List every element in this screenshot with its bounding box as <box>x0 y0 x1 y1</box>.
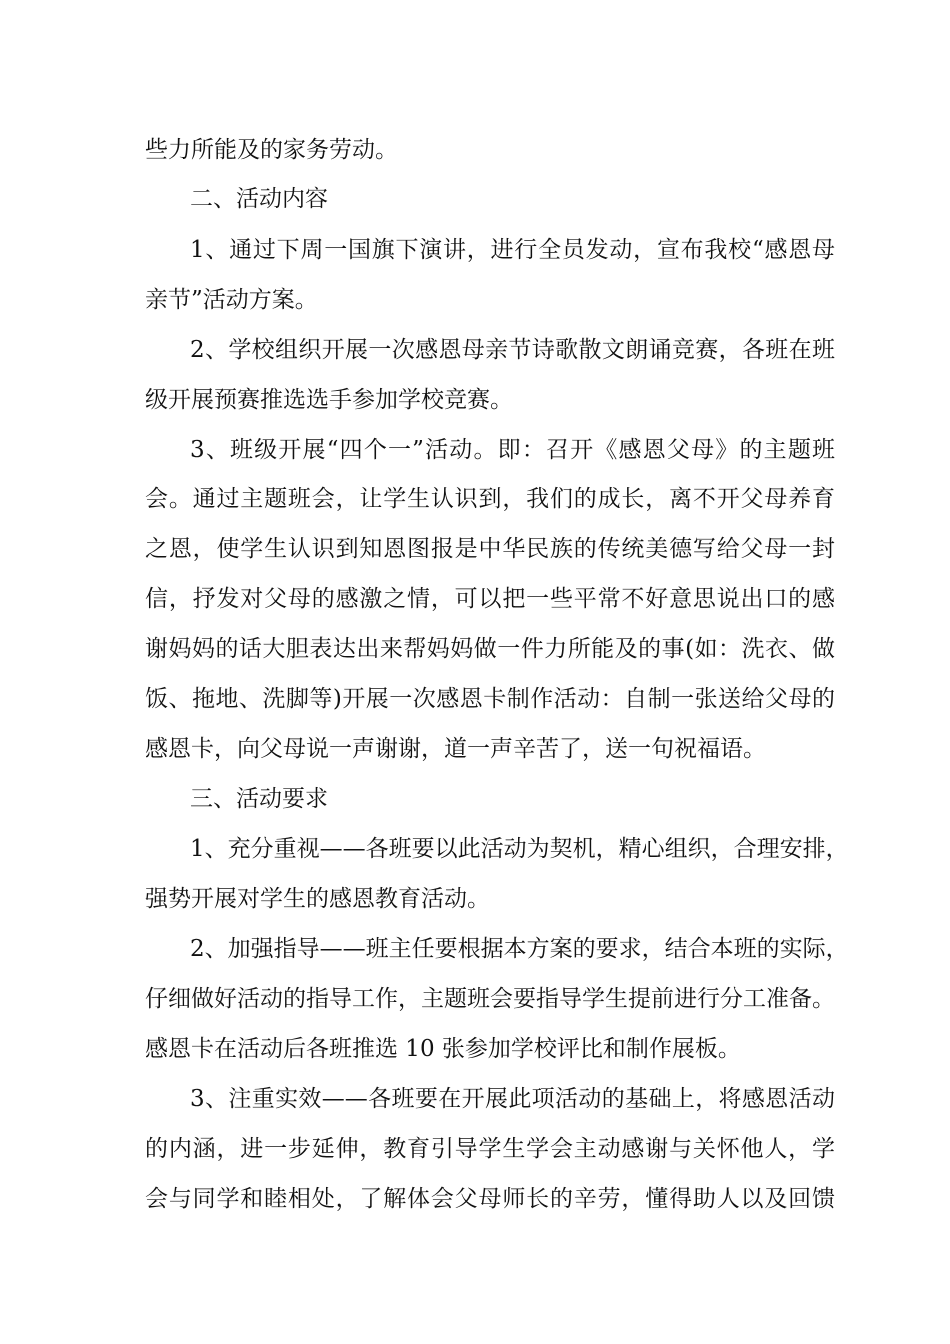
text-line: 1、通过下周一国旗下演讲，进行全员发动，宣布我校“感恩母 <box>190 237 835 263</box>
text-line: 会与同学和睦相处，了解体会父母师长的辛劳，懂得助人以及回馈 <box>145 1186 835 1212</box>
text-line: 2、学校组织开展一次感恩母亲节诗歌散文朗诵竞赛，各班在班 <box>190 337 835 363</box>
text-line: 仔细做好活动的指导工作，主题班会要指导学生提前进行分工准备。 <box>145 986 835 1012</box>
text-line: 3、班级开展“四个一”活动。即：召开《感恩父母》的主题班 <box>190 437 835 463</box>
text-line: 之恩，使学生认识到知恩图报是中华民族的传统美德写给父母一封 <box>145 536 835 562</box>
section-heading: 二、活动内容 <box>190 186 328 212</box>
text-line: 饭、拖地、洗脚等)开展一次感恩卡制作活动：自制一张送给父母的 <box>145 686 835 712</box>
text-line: 感恩卡，向父母说一声谢谢，道一声辛苦了，送一句祝福语。 <box>145 736 766 762</box>
text-line: 感恩卡在活动后各班推选 10 张参加学校评比和制作展板。 <box>145 1036 741 1062</box>
text-line: 谢妈妈的话大胆表达出来帮妈妈做一件力所能及的事(如：洗衣、做 <box>145 636 835 662</box>
text-line: 3、注重实效——各班要在开展此项活动的基础上，将感恩活动 <box>190 1086 835 1112</box>
text-line: 强势开展对学生的感恩教育活动。 <box>145 886 490 912</box>
text-line: 级开展预赛推选选手参加学校竞赛。 <box>145 387 513 413</box>
text-line: 信，抒发对父母的感激之情，可以把一些平常不好意思说出口的感 <box>145 586 835 612</box>
text-line: 2、加强指导——班主任要根据本方案的要求，结合本班的实际， <box>190 936 849 962</box>
text-line: 的内涵，进一步延伸，教育引导学生学会主动感谢与关怀他人，学 <box>145 1136 835 1162</box>
section-heading: 三、活动要求 <box>190 786 328 812</box>
text-line: 会。通过主题班会，让学生认识到，我们的成长，离不开父母养育 <box>145 486 835 512</box>
text-line: 亲节”活动方案。 <box>145 287 318 313</box>
text-line: 1、充分重视——各班要以此活动为契机，精心组织，合理安排， <box>190 836 849 862</box>
text-line: 些力所能及的家务劳动。 <box>145 137 398 163</box>
